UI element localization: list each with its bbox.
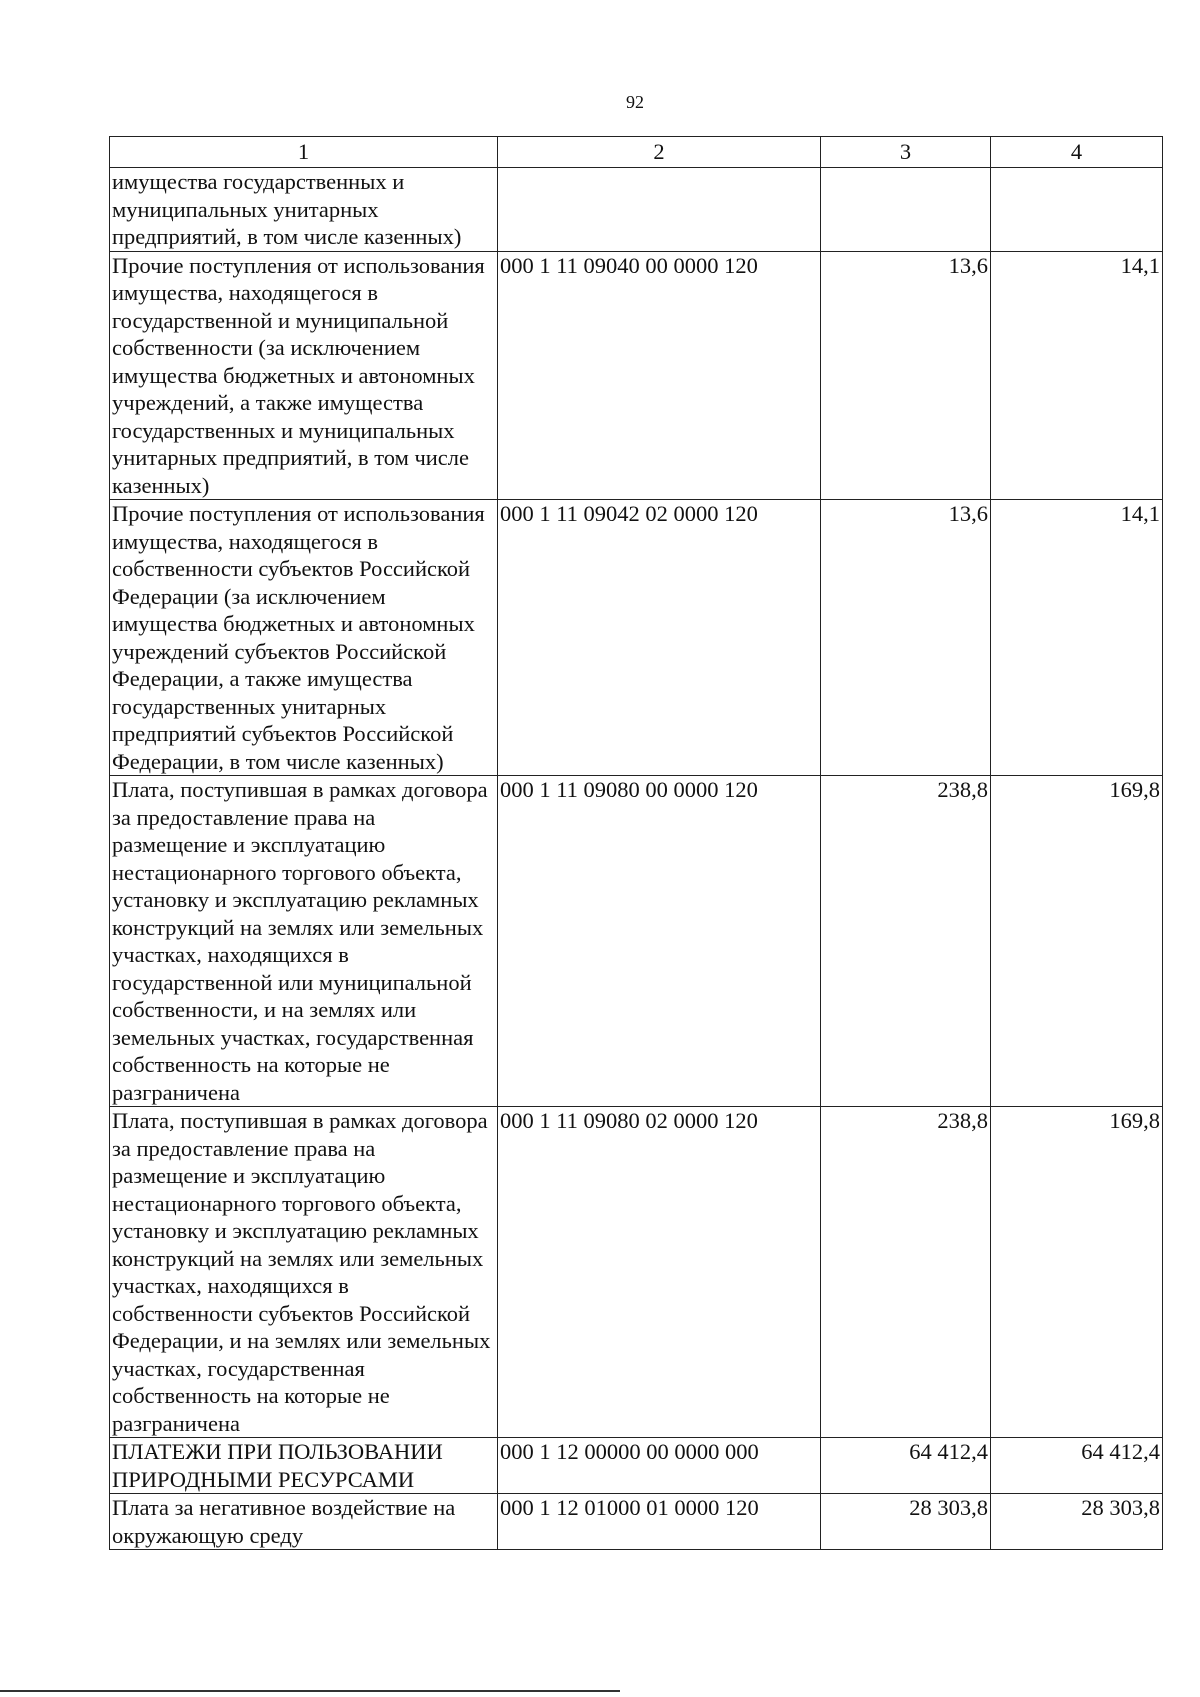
row-name: ПЛАТЕЖИ ПРИ ПОЛЬЗОВАНИИ ПРИРОДНЫМИ РЕСУРСАМИ: [110, 1438, 498, 1494]
table-row: [110, 168, 1163, 252]
table-row-section: [110, 1438, 1163, 1494]
table-row: [110, 1494, 1163, 1550]
revenue-table: [109, 136, 1163, 1550]
column-header-2: 2: [498, 137, 821, 168]
row-name: Прочие поступления от использования имущества, находящегося в собственности субъектов Российской Федерации (за исключением имущества бюджетных и автономных учреждений субъектов Российской Федерации, а также имущества государственных унитарных предприятий субъектов Российской Федерации, в том числе казенных): [110, 500, 498, 776]
row-value-col4: [991, 168, 1163, 252]
row-code: [498, 168, 821, 252]
row-value-col3: 13,6: [821, 500, 991, 776]
table-row: [110, 500, 1163, 776]
row-value-col3: 13,6: [821, 251, 991, 500]
column-header-4: 4: [991, 137, 1163, 168]
row-value-col4: 14,1: [991, 251, 1163, 500]
row-value-col4: 28 303,8: [991, 1494, 1163, 1550]
row-code: 000 1 11 09080 00 0000 120: [498, 776, 821, 1107]
footer-divider: [0, 1690, 620, 1692]
row-name: Плата, поступившая в рамках договора за предоставление права на размещение и эксплуатацию нестационарного торгового объекта, установку и эксплуатацию рекламных конструкций на землях или земельных участках, находящихся в государственной или муниципальной собственности, и на землях или земельных участках, государственная собственность на которые не разграничена: [110, 776, 498, 1107]
row-code: 000 1 12 01000 01 0000 120: [498, 1494, 821, 1550]
row-code: 000 1 11 09080 02 0000 120: [498, 1107, 821, 1438]
row-value-col3: 28 303,8: [821, 1494, 991, 1550]
table-row: [110, 776, 1163, 1107]
row-value-col4: 169,8: [991, 1107, 1163, 1438]
row-name: Плата за негативное воздействие на окружающую среду: [110, 1494, 498, 1550]
row-value-col3: [821, 168, 991, 252]
column-header-1: 1: [110, 137, 498, 168]
table-row: [110, 251, 1163, 500]
page-number: 92: [626, 92, 644, 112]
row-value-col3: 238,8: [821, 1107, 991, 1438]
table-row: [110, 1107, 1163, 1438]
row-code: 000 1 12 00000 00 0000 000: [498, 1438, 821, 1494]
row-value-col4: 169,8: [991, 776, 1163, 1107]
row-value-col3: 238,8: [821, 776, 991, 1107]
row-value-col4: 64 412,4: [991, 1438, 1163, 1494]
row-name: имущества государственных и муниципальных унитарных предприятий, в том числе казенных): [110, 168, 498, 252]
row-value-col3: 64 412,4: [821, 1438, 991, 1494]
table-header-row: [110, 137, 1163, 168]
row-code: 000 1 11 09040 00 0000 120: [498, 251, 821, 500]
row-name: Плата, поступившая в рамках договора за предоставление права на размещение и эксплуатацию нестационарного торгового объекта, установку и эксплуатацию рекламных конструкций на землях или земельных участках, находящихся в собственности субъектов Российской Федерации, и на землях или земельных участках, государственная собственность на которые не разграничена: [110, 1107, 498, 1438]
row-value-col4: 14,1: [991, 500, 1163, 776]
row-name: Прочие поступления от использования имущества, находящегося в государственной и муниципальной собственности (за исключением имущества бюджетных и автономных учреждений, а также имущества государственных и муниципальных унитарных предприятий, в том числе казенных): [110, 251, 498, 500]
column-header-3: 3: [821, 137, 991, 168]
row-code: 000 1 11 09042 02 0000 120: [498, 500, 821, 776]
